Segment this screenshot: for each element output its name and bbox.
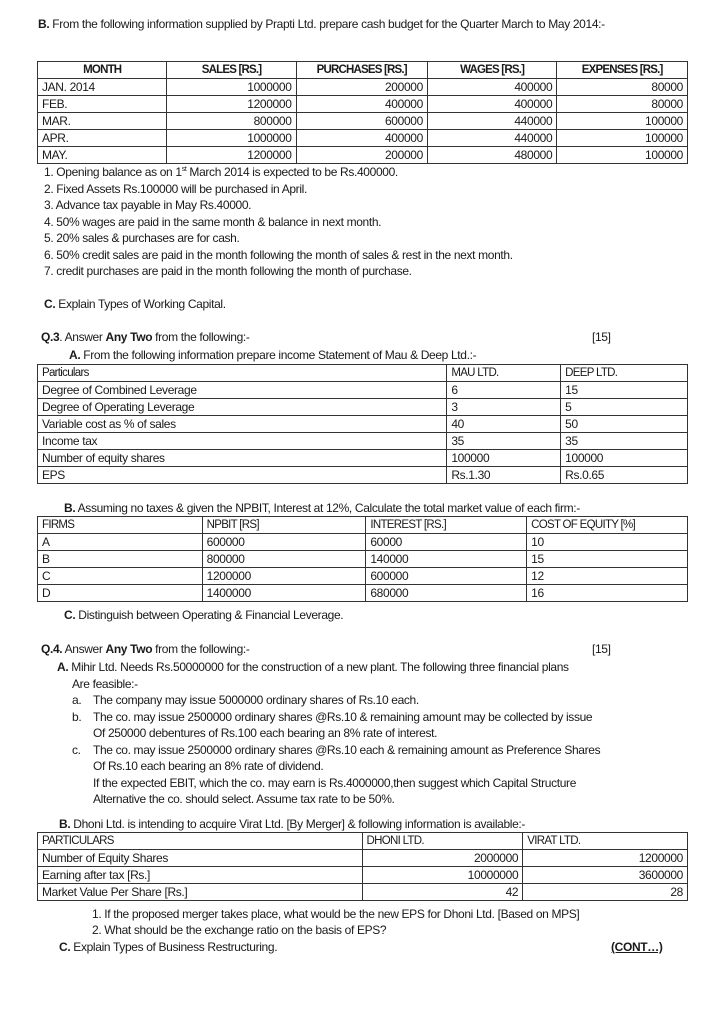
col-header: EXPENSES [RS.] — [557, 62, 688, 79]
cell: 2000000 — [362, 850, 523, 867]
table-row — [38, 585, 688, 602]
note-1 — [44, 165, 398, 179]
cell: 100000 — [447, 450, 561, 467]
cell: 1000000 — [167, 130, 296, 147]
table-row — [38, 884, 688, 901]
q4-text-bold: Any Two — [105, 642, 153, 656]
cell: Income tax — [38, 433, 447, 450]
note-7: 7. credit purchases are paid in the month following the month of purchase. — [44, 264, 412, 278]
cell: 200000 — [296, 147, 427, 164]
table-row — [38, 96, 688, 113]
cell: 28 — [523, 884, 688, 901]
table-row — [38, 382, 688, 399]
table-row — [38, 399, 688, 416]
col-header: INTEREST [RS.] — [366, 517, 527, 534]
q4a-line2: Are feasible:- — [72, 677, 138, 691]
col-header: DEEP LTD. — [561, 365, 688, 382]
cell: 35 — [561, 433, 688, 450]
cell: 800000 — [167, 113, 296, 130]
table-row — [38, 147, 688, 164]
cell: 42 — [362, 884, 523, 901]
cell: 440000 — [427, 113, 556, 130]
q2c-label: C. — [44, 297, 56, 311]
q4-text: Answer — [62, 642, 106, 656]
table-row — [38, 79, 688, 96]
continued-marker: (CONT…) — [611, 940, 663, 954]
cash-budget-table — [37, 61, 688, 164]
cell: 200000 — [296, 79, 427, 96]
option-c-text-4: Alternative the co. should select. Assume tax rate to be 50%. — [93, 792, 395, 806]
cell: Variable cost as % of sales — [38, 416, 447, 433]
note-5: 5. 20% sales & purchases are for cash. — [44, 231, 240, 245]
q2c-heading — [44, 297, 226, 311]
cell: Number of equity shares — [38, 450, 447, 467]
cell: 16 — [527, 585, 688, 602]
q3a-heading — [69, 348, 476, 362]
table-header-row — [38, 517, 688, 534]
q3-text: from the following:- — [152, 330, 250, 344]
q4c-text: Explain Types of Business Restructuring. — [70, 940, 278, 954]
table-row — [38, 433, 688, 450]
cell: 440000 — [427, 130, 556, 147]
col-header: MAU LTD. — [447, 365, 561, 382]
table-row — [38, 113, 688, 130]
q3c-heading — [64, 608, 343, 622]
note-4: 4. 50% wages are paid in the same month & balance in next month. — [44, 215, 382, 229]
cell: 600000 — [366, 568, 527, 585]
note-3: 3. Advance tax payable in May Rs.40000. — [44, 198, 252, 212]
cell: 1200000 — [167, 96, 296, 113]
cell: Degree of Operating Leverage — [38, 399, 447, 416]
cell: 680000 — [366, 585, 527, 602]
cell: 400000 — [427, 96, 556, 113]
cell: 80000 — [557, 96, 688, 113]
cell: Rs.1.30 — [447, 467, 561, 484]
option-b-text-2: Of 250000 debentures of Rs.100 each bearing an 8% rate of interest. — [93, 726, 438, 740]
col-header: WAGES [RS.] — [427, 62, 556, 79]
table-header-row — [38, 833, 688, 850]
q3c-text: Distinguish between Operating & Financial Leverage. — [75, 608, 344, 622]
q3-text: . Answer — [59, 330, 106, 344]
cell: 400000 — [296, 130, 427, 147]
col-header: DHONI LTD. — [362, 833, 523, 850]
col-header: PARTICULARS — [38, 833, 363, 850]
cell: EPS — [38, 467, 447, 484]
q4b-heading — [59, 817, 525, 831]
cell: 100000 — [557, 130, 688, 147]
q3a-text: From the following information prepare income Statement of Mau & Deep Ltd.:- — [80, 348, 477, 362]
cell: 10 — [527, 534, 688, 551]
q3-marks: [15] — [592, 330, 611, 344]
q4b-question-1: 1. If the proposed merger takes place, what would be the new EPS for Dhoni Ltd. [Based on MPS] — [92, 907, 580, 921]
q4-marks: [15] — [592, 642, 611, 656]
q4b-text: Dhoni Ltd. is intending to acquire Virat Ltd. [By Merger] & following information is available:- — [70, 817, 526, 831]
note-text: March 2014 is expected to be Rs.400000. — [186, 165, 398, 179]
table-row — [38, 416, 688, 433]
table-row — [38, 568, 688, 585]
cell: 3 — [447, 399, 561, 416]
cell: B — [38, 551, 203, 568]
q3b-text: Assuming no taxes & given the NPBIT, Interest at 12%, Calculate the total market value of each firm:- — [75, 501, 580, 515]
table-row — [38, 130, 688, 147]
option-c-mark: c. — [72, 743, 81, 757]
col-header: COST OF EQUITY [%] — [527, 517, 688, 534]
q4a-label: A. — [57, 660, 69, 674]
cell: 15 — [527, 551, 688, 568]
cell: 1200000 — [523, 850, 688, 867]
cell: 140000 — [366, 551, 527, 568]
option-a-text: The company may issue 5000000 ordinary shares of Rs.10 each. — [93, 693, 419, 707]
q4c-heading — [59, 940, 277, 954]
cell: 5 — [561, 399, 688, 416]
q4-text: from the following:- — [152, 642, 250, 656]
note-text: 1. Opening balance as on 1 — [44, 165, 182, 179]
option-c-text-2: Of Rs.10 each bearing an 8% rate of dividend. — [93, 759, 324, 773]
cell: 40 — [447, 416, 561, 433]
option-b-text: The co. may issue 2500000 ordinary shares @Rs.10 & remaining amount may be collected by issue — [93, 710, 593, 724]
q3b-heading — [64, 501, 580, 515]
q4b-question-2: 2. What should be the exchange ratio on the basis of EPS? — [92, 923, 387, 937]
q4b-label: B. — [59, 817, 71, 831]
q4-label: Q.4. — [41, 642, 63, 656]
q4c-label: C. — [59, 940, 71, 954]
cell: 600000 — [296, 113, 427, 130]
cell: 400000 — [427, 79, 556, 96]
table-row — [38, 551, 688, 568]
table-row — [38, 867, 688, 884]
cell: A — [38, 534, 203, 551]
q3a-label: A. — [69, 348, 81, 362]
q4-heading — [41, 642, 250, 656]
cell: 50 — [561, 416, 688, 433]
cell: 15 — [561, 382, 688, 399]
table-header-row — [38, 62, 688, 79]
note-2: 2. Fixed Assets Rs.100000 will be purchased in April. — [44, 182, 307, 196]
cell: MAY. — [38, 147, 167, 164]
leverage-table — [37, 364, 688, 484]
cell: FEB. — [38, 96, 167, 113]
cell: 480000 — [427, 147, 556, 164]
firms-table — [37, 516, 688, 602]
cell: APR. — [38, 130, 167, 147]
cell: 100000 — [557, 113, 688, 130]
q2b-text: From the following information supplied by Prapti Ltd. prepare cash budget for the Quarter March to May 2014:- — [49, 17, 605, 31]
cell: Market Value Per Share [Rs.] — [38, 884, 363, 901]
merger-table — [37, 832, 688, 901]
cell: 1400000 — [202, 585, 366, 602]
cell: 1200000 — [202, 568, 366, 585]
note-6: 6. 50% credit sales are paid in the month following the month of sales & rest in the next month. — [44, 248, 513, 262]
table-row — [38, 850, 688, 867]
cell: 60000 — [366, 534, 527, 551]
q3-label: Q.3 — [41, 330, 60, 344]
cell: Degree of Combined Leverage — [38, 382, 447, 399]
cell: C — [38, 568, 203, 585]
q2b-heading — [38, 17, 605, 31]
option-b-mark: b. — [72, 710, 82, 724]
cell: Rs.0.65 — [561, 467, 688, 484]
col-header: Particulars — [38, 365, 447, 382]
cell: 10000000 — [362, 867, 523, 884]
cell: 100000 — [557, 147, 688, 164]
q3-text-bold: Any Two — [105, 330, 153, 344]
cell: 35 — [447, 433, 561, 450]
cell: Number of Equity Shares — [38, 850, 363, 867]
q3c-label: C. — [64, 608, 76, 622]
cell: 80000 — [557, 79, 688, 96]
table-header-row — [38, 365, 688, 382]
note-sup: st — [181, 166, 187, 173]
cell: Earning after tax [Rs.] — [38, 867, 363, 884]
q4a-heading — [57, 660, 569, 674]
option-a-mark: a. — [72, 693, 82, 707]
option-c-text-3: If the expected EBIT, which the co. may earn is Rs.4000000,then suggest which Capital Structure — [93, 776, 577, 790]
col-header: PURCHASES [RS.] — [296, 62, 427, 79]
table-row — [38, 534, 688, 551]
table-row — [38, 450, 688, 467]
q4a-text: Mihir Ltd. Needs Rs.50000000 for the construction of a new plant. The following three financial plans — [68, 660, 569, 674]
cell: 100000 — [561, 450, 688, 467]
cell: 3600000 — [523, 867, 688, 884]
cell: 600000 — [202, 534, 366, 551]
option-c-text: The co. may issue 2500000 ordinary shares @Rs.10 each & remaining amount as Preference Shares — [93, 743, 601, 757]
table-row — [38, 467, 688, 484]
col-header: MONTH — [38, 62, 167, 79]
col-header: NPBIT [RS] — [202, 517, 366, 534]
cell: 800000 — [202, 551, 366, 568]
cell: 400000 — [296, 96, 427, 113]
cell: 1000000 — [167, 79, 296, 96]
cell: D — [38, 585, 203, 602]
col-header: FIRMS — [38, 517, 203, 534]
cell: JAN. 2014 — [38, 79, 167, 96]
q2c-text: Explain Types of Working Capital. — [55, 297, 226, 311]
cell: 12 — [527, 568, 688, 585]
col-header: VIRAT LTD. — [523, 833, 688, 850]
q3-heading — [41, 330, 250, 344]
cell: 1200000 — [167, 147, 296, 164]
col-header: SALES [RS.] — [167, 62, 296, 79]
q3b-label: B. — [64, 501, 76, 515]
q2b-label: B. — [38, 17, 50, 31]
cell: 6 — [447, 382, 561, 399]
cell: MAR. — [38, 113, 167, 130]
